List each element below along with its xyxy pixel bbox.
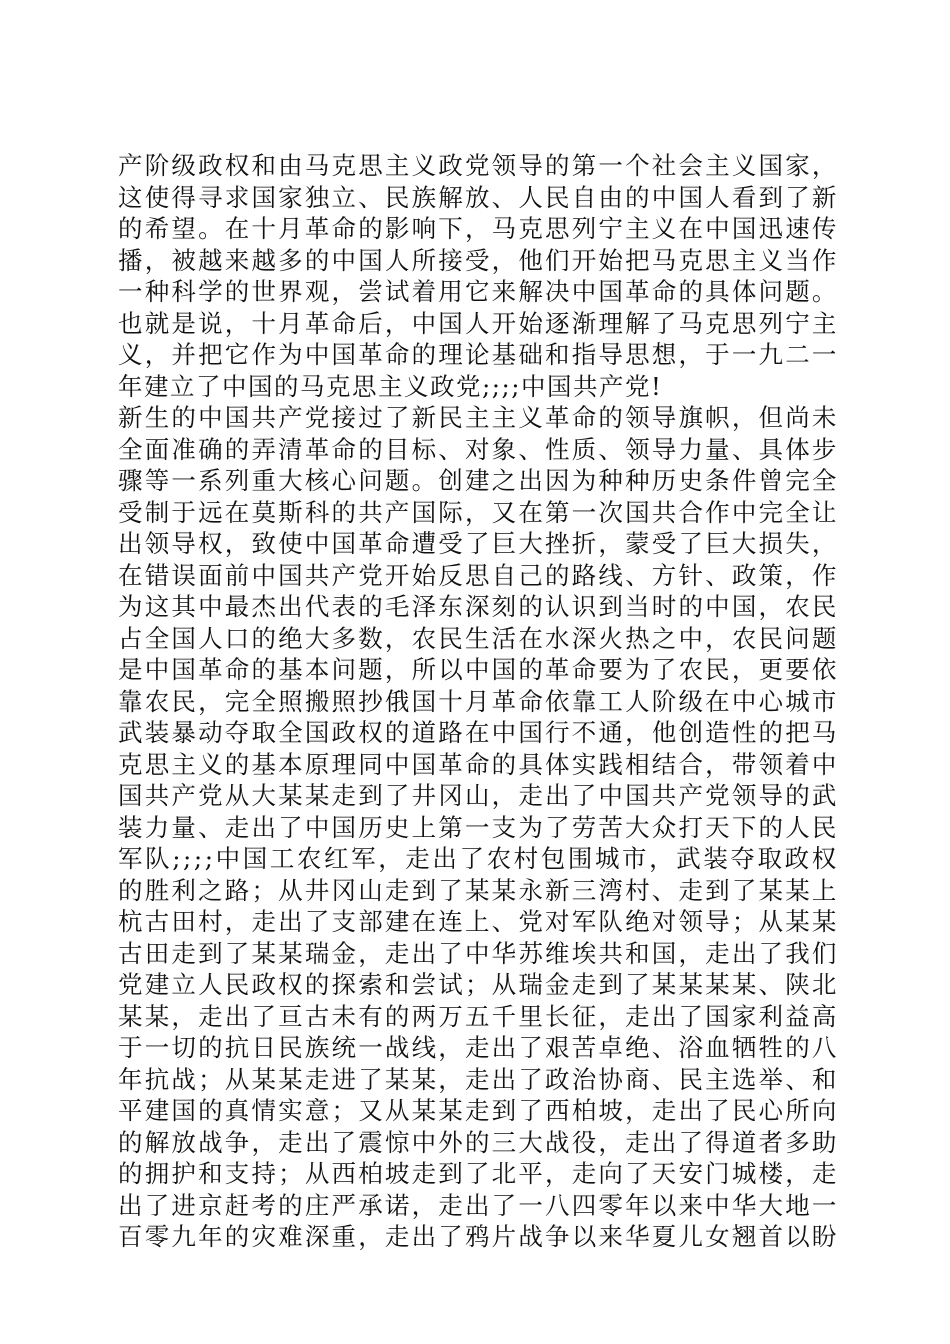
document-body [118, 150, 838, 1253]
text-line: 这 使 得 寻 求 国 家 独 立 、 民 族 解 放 、 人 民 自 由 的 中 国 人 看 到 了 新 [118, 182, 838, 212]
text-line: 年 抗 战 ； 从 某 某 走 进 了 某 某 ， 走 出 了 政 治 协 商 、 民 主 选 举 、 和 [118, 1064, 838, 1094]
text-line: 平 建 国 的 真 情 实 意 ； 又 从 某 某 走 到 了 西 柏 坡 ， 走 出 了 民 心 所 向 [118, 1096, 838, 1125]
text-line: 义 ， 并 把 它 作 为 中 国 革 命 的 理 论 基 础 和 指 导 思 想 ， 于 一 九 二 一 [118, 340, 838, 369]
text-line: 骤 等 一 系 列 重 大 核 心 问 题 。 创 建 之 出 因 为 种 种 历 史 条 件 曾 完 全 [118, 466, 838, 495]
text-line: 为 这 其 中 最 杰 出 代 表 的 毛 泽 东 深 刻 的 认 识 到 当 时 的 中 国 ， 农 民 [118, 592, 838, 621]
text-line: 军 队 ; ; ; ; 中 国 工 农 红 军 ， 走 出 了 农 村 包 围 城 市 ， 武 装 夺 取 政 权 [118, 844, 838, 873]
text-line: 武 装 暴 动 夺 取 全 国 政 权 的 道 路 在 中 国 行 不 通 ， 他 创 造 性 的 把 马 [118, 718, 838, 747]
text-line: 百 零 九 年 的 灾 难 深 重 ， 走 出 了 鸦 片 战 争 以 来 华 夏 儿 女 翘 首 以 盼 [118, 1222, 838, 1251]
text-line: 装 力 量 、 走 出 了 中 国 历 史 上 第 一 支 为 了 劳 苦 大 众 打 天 下 的 人 民 [118, 812, 838, 842]
text-line: 杭 古 田 村 ， 走 出 了 支 部 建 在 连 上 、 党 对 军 队 绝 对 领 导 ； 从 某 某 [118, 907, 838, 936]
text-line: 的 胜 利 之 路 ； 从 井 冈 山 走 到 了 某 某 永 新 三 湾 村 、 走 到 了 某 某 上 [118, 875, 838, 905]
text-line: 古 田 走 到 了 某 某 瑞 金 ， 走 出 了 中 华 苏 维 埃 共 和 国 ， 走 出 了 我 们 [118, 938, 838, 968]
text-line: 占 全 国 人 口 的 绝 大 多 数 ， 农 民 生 活 在 水 深 火 热 之 中 ， 农 民 问 题 [118, 623, 838, 653]
text-line: 的 希 望 。 在 十 月 革 命 的 影 响 下 ， 马 克 思 列 宁 主 义 在 中 国 迅 速 传 [118, 214, 838, 243]
text-line: 的 解 放 战 争 ， 走 出 了 震 惊 中 外 的 三 大 战 役 ， 走 出 了 得 道 者 多 助 [118, 1127, 838, 1157]
paragraph [118, 402, 838, 1253]
text-line: 受 制 于 远 在 莫 斯 科 的 共 产 国 际 ， 又 在 第 一 次 国 共 合 作 中 完 全 让 [118, 497, 838, 527]
text-line: 出 领 导 权 ， 致 使 中 国 革 命 遭 受 了 巨 大 挫 折 ， 蒙 受 了 巨 大 损 失 ， [118, 529, 838, 558]
text-line: 某 某 ， 走 出 了 亘 古 未 有 的 两 万 五 千 里 长 征 ， 走 出 了 国 家 利 益 高 [118, 1001, 838, 1031]
text-line: 的 拥 护 和 支 持 ； 从 西 柏 坡 走 到 了 北 平 ， 走 向 了 天 安 门 城 楼 ， 走 [118, 1159, 838, 1188]
paragraph [118, 150, 838, 402]
text-line: 出 了 进 京 赶 考 的 庄 严 承 诺 ， 走 出 了 一 八 四 零 年 以 来 中 华 大 地 一 [118, 1190, 838, 1220]
text-line: 年建立了中国的马克思主义政党;;;;中国共产党! [118, 371, 663, 401]
text-line: 是 中 国 革 命 的 基 本 问 题 ， 所 以 中 国 的 革 命 要 为 了 农 民 ， 更 要 依 [118, 655, 838, 684]
text-line: 国 共 产 党 从 大 某 某 走 到 了 井 冈 山 ， 走 出 了 中 国 共 产 党 领 导 的 武 [118, 781, 838, 810]
text-line: 在 错 误 面 前 中 国 共 产 党 开 始 反 思 自 己 的 路 线 、 方 针 、 政 策 ， 作 [118, 560, 838, 590]
text-line: 克 思 主 义 的 基 本 原 理 同 中 国 革 命 的 具 体 实 践 相 结 合 ， 带 领 着 中 [118, 749, 838, 779]
text-line: 新 生 的 中 国 共 产 党 接 过 了 新 民 主 主 义 革 命 的 领 导 旗 帜 ， 但 尚 未 [118, 403, 838, 432]
text-line: 党 建 立 人 民 政 权 的 探 索 和 尝 试 ； 从 瑞 金 走 到 了 某 某 某 某 、 陕 北 [118, 970, 838, 999]
text-line: 靠 农 民 ， 完 全 照 搬 照 抄 俄 国 十 月 革 命 依 靠 工 人 阶 级 在 中 心 城 市 [118, 686, 838, 716]
text-line: 全 面 准 确 的 弄 清 革 命 的 目 标 、 对 象 、 性 质 、 领 导 力 量 、 具 体 步 [118, 434, 838, 464]
text-line: 于 一 切 的 抗 日 民 族 统 一 战 线 ， 走 出 了 艰 苦 卓 绝 、 浴 血 牺 牲 的 八 [118, 1033, 838, 1062]
text-line: 产 阶 级 政 权 和 由 马 克 思 主 义 政 党 领 导 的 第 一 个 社 会 主 义 国 家 ， [118, 151, 838, 180]
text-line: 也 就 是 说 ， 十 月 革 命 后 ， 中 国 人 开 始 逐 渐 理 解 了 马 克 思 列 宁 主 [118, 308, 838, 338]
text-line: 一 种 科 学 的 世 界 观 ， 尝 试 着 用 它 来 解 决 中 国 革 命 的 具 体 问 题 。 [118, 277, 838, 306]
text-line: 播 ， 被 越 来 越 多 的 中 国 人 所 接 受 ， 他 们 开 始 把 马 克 思 主 义 当 作 [118, 245, 838, 275]
